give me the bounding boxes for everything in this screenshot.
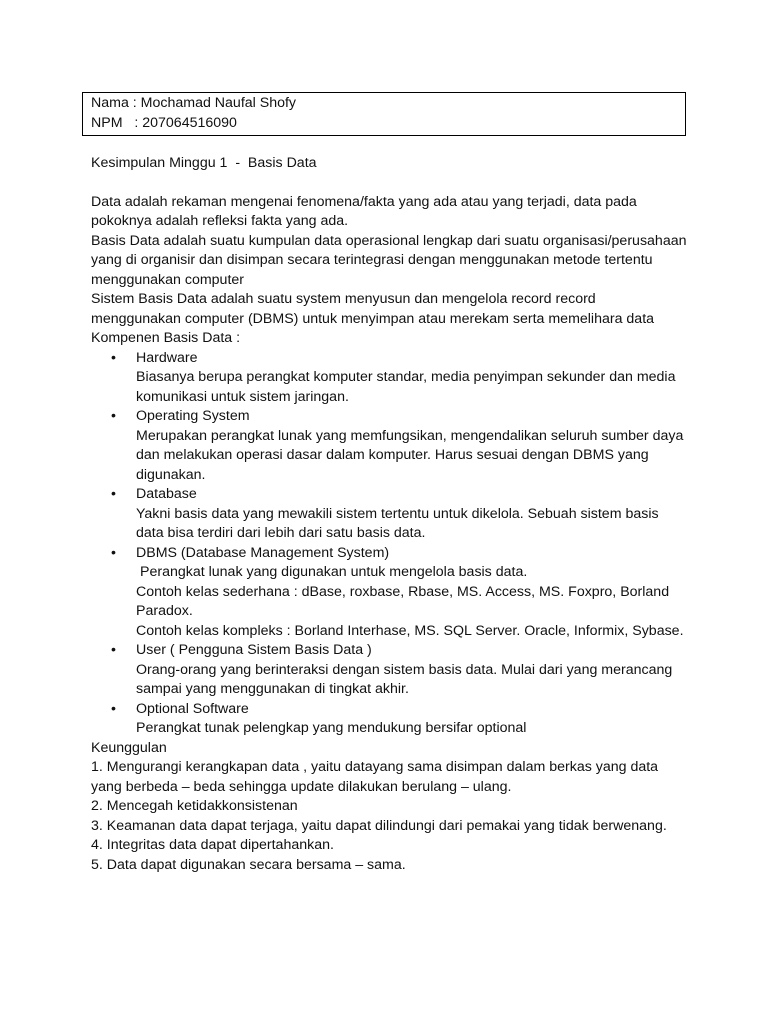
component-description: Perangkat tunak pelengkap yang mendukung bersifar optional [136,720,527,736]
list-item: 2. Mencegah ketidakkonsistenan [91,798,298,814]
component-example-complex: Contoh kelas kompleks : Borland Interhase, MS. SQL Server. Oracle, Informix, Sybase. [136,622,684,639]
component-name: Hardware [136,349,198,366]
bullet-icon: • [111,408,116,424]
list-item [111,349,688,408]
list-item [111,407,688,485]
paragraph-sistem-basis-data-definition: Sistem Basis Data adalah suatu system menyusun dan mengelola record record menggunakan computer (DBMS) untuk menyimpan atau merekam serta memelihara data [91,291,655,327]
component-name: Database [136,486,197,502]
list-item [111,485,688,544]
list-item: 3. Keamanan data dapat terjaga, yaitu dapat dilindungi dari pemakai yang tidak berwenang. [91,817,667,834]
component-description: Perangkat lunak yang digunakan untuk mengelola basis data. [140,564,528,580]
component-description: Yakni basis data yang mewakili sistem tertentu untuk dikelola. Sebuah sistem basis data bisa terdiri dari lebih dari satu basis data. [136,505,659,541]
list-item: 4. Integritas data dapat dipertahankan. [91,837,334,853]
list-item [111,700,688,739]
bullet-icon: • [111,486,116,502]
list-item: 5. Data dapat digunakan secara bersama – sama. [91,856,406,873]
component-example-simple: Contoh kelas sederhana : dBase, roxbase, Rbase, MS. Access, MS. Foxpro, Borland Paradox. [136,583,670,619]
bullet-icon: • [111,642,116,658]
bullet-icon: • [111,544,116,561]
list-item [111,641,688,700]
bullet-icon: • [111,700,116,717]
student-npm: NPM : 207064516090 [91,114,237,131]
components-heading: Kompenen Basis Data : [91,330,241,346]
component-name: Operating System [136,408,250,424]
component-name: User ( Pengguna Sistem Basis Data ) [136,642,372,658]
component-name: Optional Software [136,700,249,717]
document-title: Kesimpulan Minggu 1 - Basis Data [91,155,317,171]
paragraph-data-definition: Data adalah rekaman mengenai fenomena/fakta yang ada atau yang terjadi, data pada pokoknya adalah refleksi fakta yang ada. [91,193,637,229]
student-id-box [82,92,686,136]
component-description: Merupakan perangkat lunak yang memfungsikan, mengendalikan seluruh sumber daya dan melakukan operasi dasar dalam komputer. Harus sesuai dengan DBMS yang digunakan. [136,427,684,483]
paragraph-basis-data-definition: Basis Data adalah suatu kumpulan data operasional lengkap dari suatu organisasi/perusahaan yang di organisir dan disimpan secara terintegrasi dengan menggunakan metode tertentu menggunakan computer [91,232,687,288]
components-list [91,349,688,739]
component-description: Orang-orang yang berinteraksi dengan sistem basis data. Mulai dari yang merancang sampai yang menggunakan di tingkat akhir. [136,661,673,697]
advantages-list [91,758,688,875]
list-item [111,544,688,642]
advantages-heading: Keunggulan [91,739,167,756]
component-description: Biasanya berupa perangkat komputer standar, media penyimpan sekunder dan media komunikasi untuk sistem jaringan. [136,369,676,405]
student-name: Nama : Mochamad Naufal Shofy [91,95,297,111]
bullet-icon: • [111,349,116,366]
list-item: 1. Mengurangi kerangkapan data , yaitu datayang sama disimpan dalam berkas yang data yang berbeda – beda sehingga update dilakukan berulang – ulang. [91,759,659,795]
component-name: DBMS (Database Management System) [136,544,390,561]
